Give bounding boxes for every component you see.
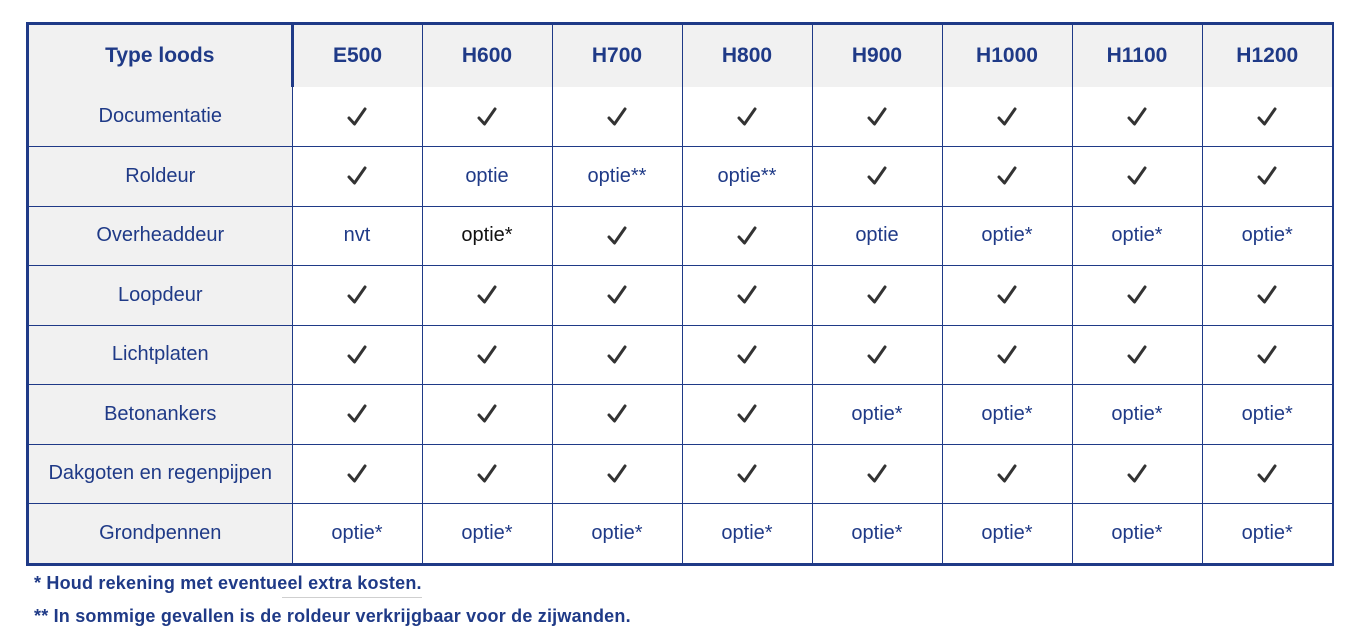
row-label: Lichtplaten	[29, 325, 292, 385]
checkmark-icon	[476, 464, 498, 484]
checkmark-icon	[346, 285, 368, 305]
table-cell: nvt	[292, 206, 422, 266]
table-cell	[292, 87, 422, 147]
table-cell	[942, 147, 1072, 207]
table-cell	[292, 147, 422, 207]
table-cell	[552, 325, 682, 385]
table-row	[29, 87, 1332, 147]
checkmark-icon	[996, 285, 1018, 305]
column-header-type: Type loods	[29, 25, 292, 87]
checkmark-icon	[996, 345, 1018, 365]
table-cell	[812, 87, 942, 147]
table-cell	[292, 385, 422, 445]
checkmark-icon	[866, 107, 888, 127]
table-cell: optie*	[942, 504, 1072, 564]
table-cell: optie*	[422, 504, 552, 564]
checkmark-icon	[476, 345, 498, 365]
table-cell: optie**	[682, 147, 812, 207]
checkmark-icon	[476, 107, 498, 127]
checkmark-icon	[866, 285, 888, 305]
checkmark-icon	[476, 285, 498, 305]
table-cell	[682, 385, 812, 445]
table-cell	[682, 206, 812, 266]
table-cell: optie*	[1072, 206, 1202, 266]
table-cell	[682, 444, 812, 504]
checkmark-icon	[1126, 464, 1148, 484]
table-cell	[1072, 325, 1202, 385]
checkmark-icon	[996, 107, 1018, 127]
table-cell	[1072, 266, 1202, 326]
checkmark-icon	[606, 107, 628, 127]
table-cell	[422, 87, 552, 147]
table-cell	[552, 266, 682, 326]
checkmark-icon	[1256, 285, 1278, 305]
footnote-extra-costs: * Houd rekening met eventueel extra kosten.	[34, 573, 422, 593]
checkmark-icon	[736, 464, 758, 484]
checkmark-icon	[1126, 345, 1148, 365]
table-cell	[942, 266, 1072, 326]
table-cell: optie*	[812, 385, 942, 445]
comparison-table-frame	[26, 22, 1334, 566]
checkmark-icon	[736, 226, 758, 246]
table-cell	[1072, 444, 1202, 504]
row-label: Roldeur	[29, 147, 292, 207]
table-cell	[1202, 325, 1332, 385]
table-cell: optie	[812, 206, 942, 266]
row-label: Dakgoten en regenpijpen	[29, 444, 292, 504]
table-cell	[1202, 87, 1332, 147]
table-cell	[552, 87, 682, 147]
checkmark-icon	[1256, 166, 1278, 186]
table-cell	[682, 325, 812, 385]
table-cell	[422, 385, 552, 445]
table-cell	[682, 87, 812, 147]
table-cell	[422, 444, 552, 504]
column-header-h1000: H1000	[942, 25, 1072, 87]
footnotes	[34, 568, 631, 631]
table-cell	[1072, 147, 1202, 207]
table-cell	[942, 87, 1072, 147]
table-cell: optie*	[552, 504, 682, 564]
table-cell: optie*	[1072, 504, 1202, 564]
checkmark-icon	[606, 285, 628, 305]
table-header-row	[29, 25, 1332, 87]
checkmark-icon	[736, 285, 758, 305]
row-label: Overheaddeur	[29, 206, 292, 266]
table-cell	[812, 147, 942, 207]
table-cell	[1072, 87, 1202, 147]
table-row	[29, 504, 1332, 564]
checkmark-icon	[1126, 166, 1148, 186]
link-underline	[282, 597, 422, 598]
table-cell: optie	[422, 147, 552, 207]
table-cell	[552, 385, 682, 445]
checkmark-icon	[996, 166, 1018, 186]
table-cell: optie*	[1202, 206, 1332, 266]
table-row	[29, 206, 1332, 266]
checkmark-icon	[736, 107, 758, 127]
table-body	[29, 87, 1332, 563]
table-cell: optie*	[1202, 385, 1332, 445]
checkmark-icon	[346, 404, 368, 424]
checkmark-icon	[476, 404, 498, 424]
checkmark-icon	[606, 464, 628, 484]
table-cell	[1202, 147, 1332, 207]
table-cell: optie*	[682, 504, 812, 564]
table-cell	[292, 444, 422, 504]
table-cell: optie*	[1202, 504, 1332, 564]
table-cell: optie*	[422, 206, 552, 266]
checkmark-icon	[736, 345, 758, 365]
table-cell: optie*	[1072, 385, 1202, 445]
checkmark-icon	[866, 166, 888, 186]
table-cell	[552, 444, 682, 504]
table-cell	[422, 266, 552, 326]
row-label: Grondpennen	[29, 504, 292, 564]
table-row	[29, 444, 1332, 504]
table-cell	[1202, 444, 1332, 504]
checkmark-icon	[346, 464, 368, 484]
table-row	[29, 147, 1332, 207]
table-cell: optie*	[942, 206, 1072, 266]
table-cell	[942, 444, 1072, 504]
checkmark-icon	[1126, 285, 1148, 305]
table-cell	[292, 266, 422, 326]
column-header-h700: H700	[552, 25, 682, 87]
table-cell: optie*	[812, 504, 942, 564]
column-header-e500: E500	[292, 25, 422, 87]
column-header-h1100: H1100	[1072, 25, 1202, 87]
checkmark-icon	[1256, 107, 1278, 127]
checkmark-icon	[866, 345, 888, 365]
table-cell	[552, 206, 682, 266]
row-label: Betonankers	[29, 385, 292, 445]
table-cell	[422, 325, 552, 385]
checkmark-icon	[1256, 345, 1278, 365]
checkmark-icon	[866, 464, 888, 484]
column-header-h600: H600	[422, 25, 552, 87]
column-header-h900: H900	[812, 25, 942, 87]
checkmark-icon	[346, 345, 368, 365]
table-cell	[942, 325, 1072, 385]
checkmark-icon	[606, 345, 628, 365]
checkmark-icon	[1126, 107, 1148, 127]
checkmark-icon	[606, 226, 628, 246]
footnote-roldeur: ** In sommige gevallen is de roldeur verkrijgbaar voor de zijwanden.	[34, 606, 631, 626]
checkmark-icon	[736, 404, 758, 424]
table-row	[29, 385, 1332, 445]
table-cell: optie*	[292, 504, 422, 564]
row-label: Loopdeur	[29, 266, 292, 326]
column-header-h1200: H1200	[1202, 25, 1332, 87]
table-cell	[812, 266, 942, 326]
checkmark-icon	[1256, 464, 1278, 484]
table-cell	[292, 325, 422, 385]
table-cell	[812, 325, 942, 385]
checkmark-icon	[606, 404, 628, 424]
table-row	[29, 266, 1332, 326]
comparison-table	[29, 25, 1332, 563]
checkmark-icon	[996, 464, 1018, 484]
checkmark-icon	[346, 107, 368, 127]
table-cell: optie*	[942, 385, 1072, 445]
table-cell	[682, 266, 812, 326]
checkmark-icon	[346, 166, 368, 186]
row-label: Documentatie	[29, 87, 292, 147]
table-cell	[812, 444, 942, 504]
table-cell: optie**	[552, 147, 682, 207]
table-cell	[1202, 266, 1332, 326]
table-row	[29, 325, 1332, 385]
column-header-h800: H800	[682, 25, 812, 87]
